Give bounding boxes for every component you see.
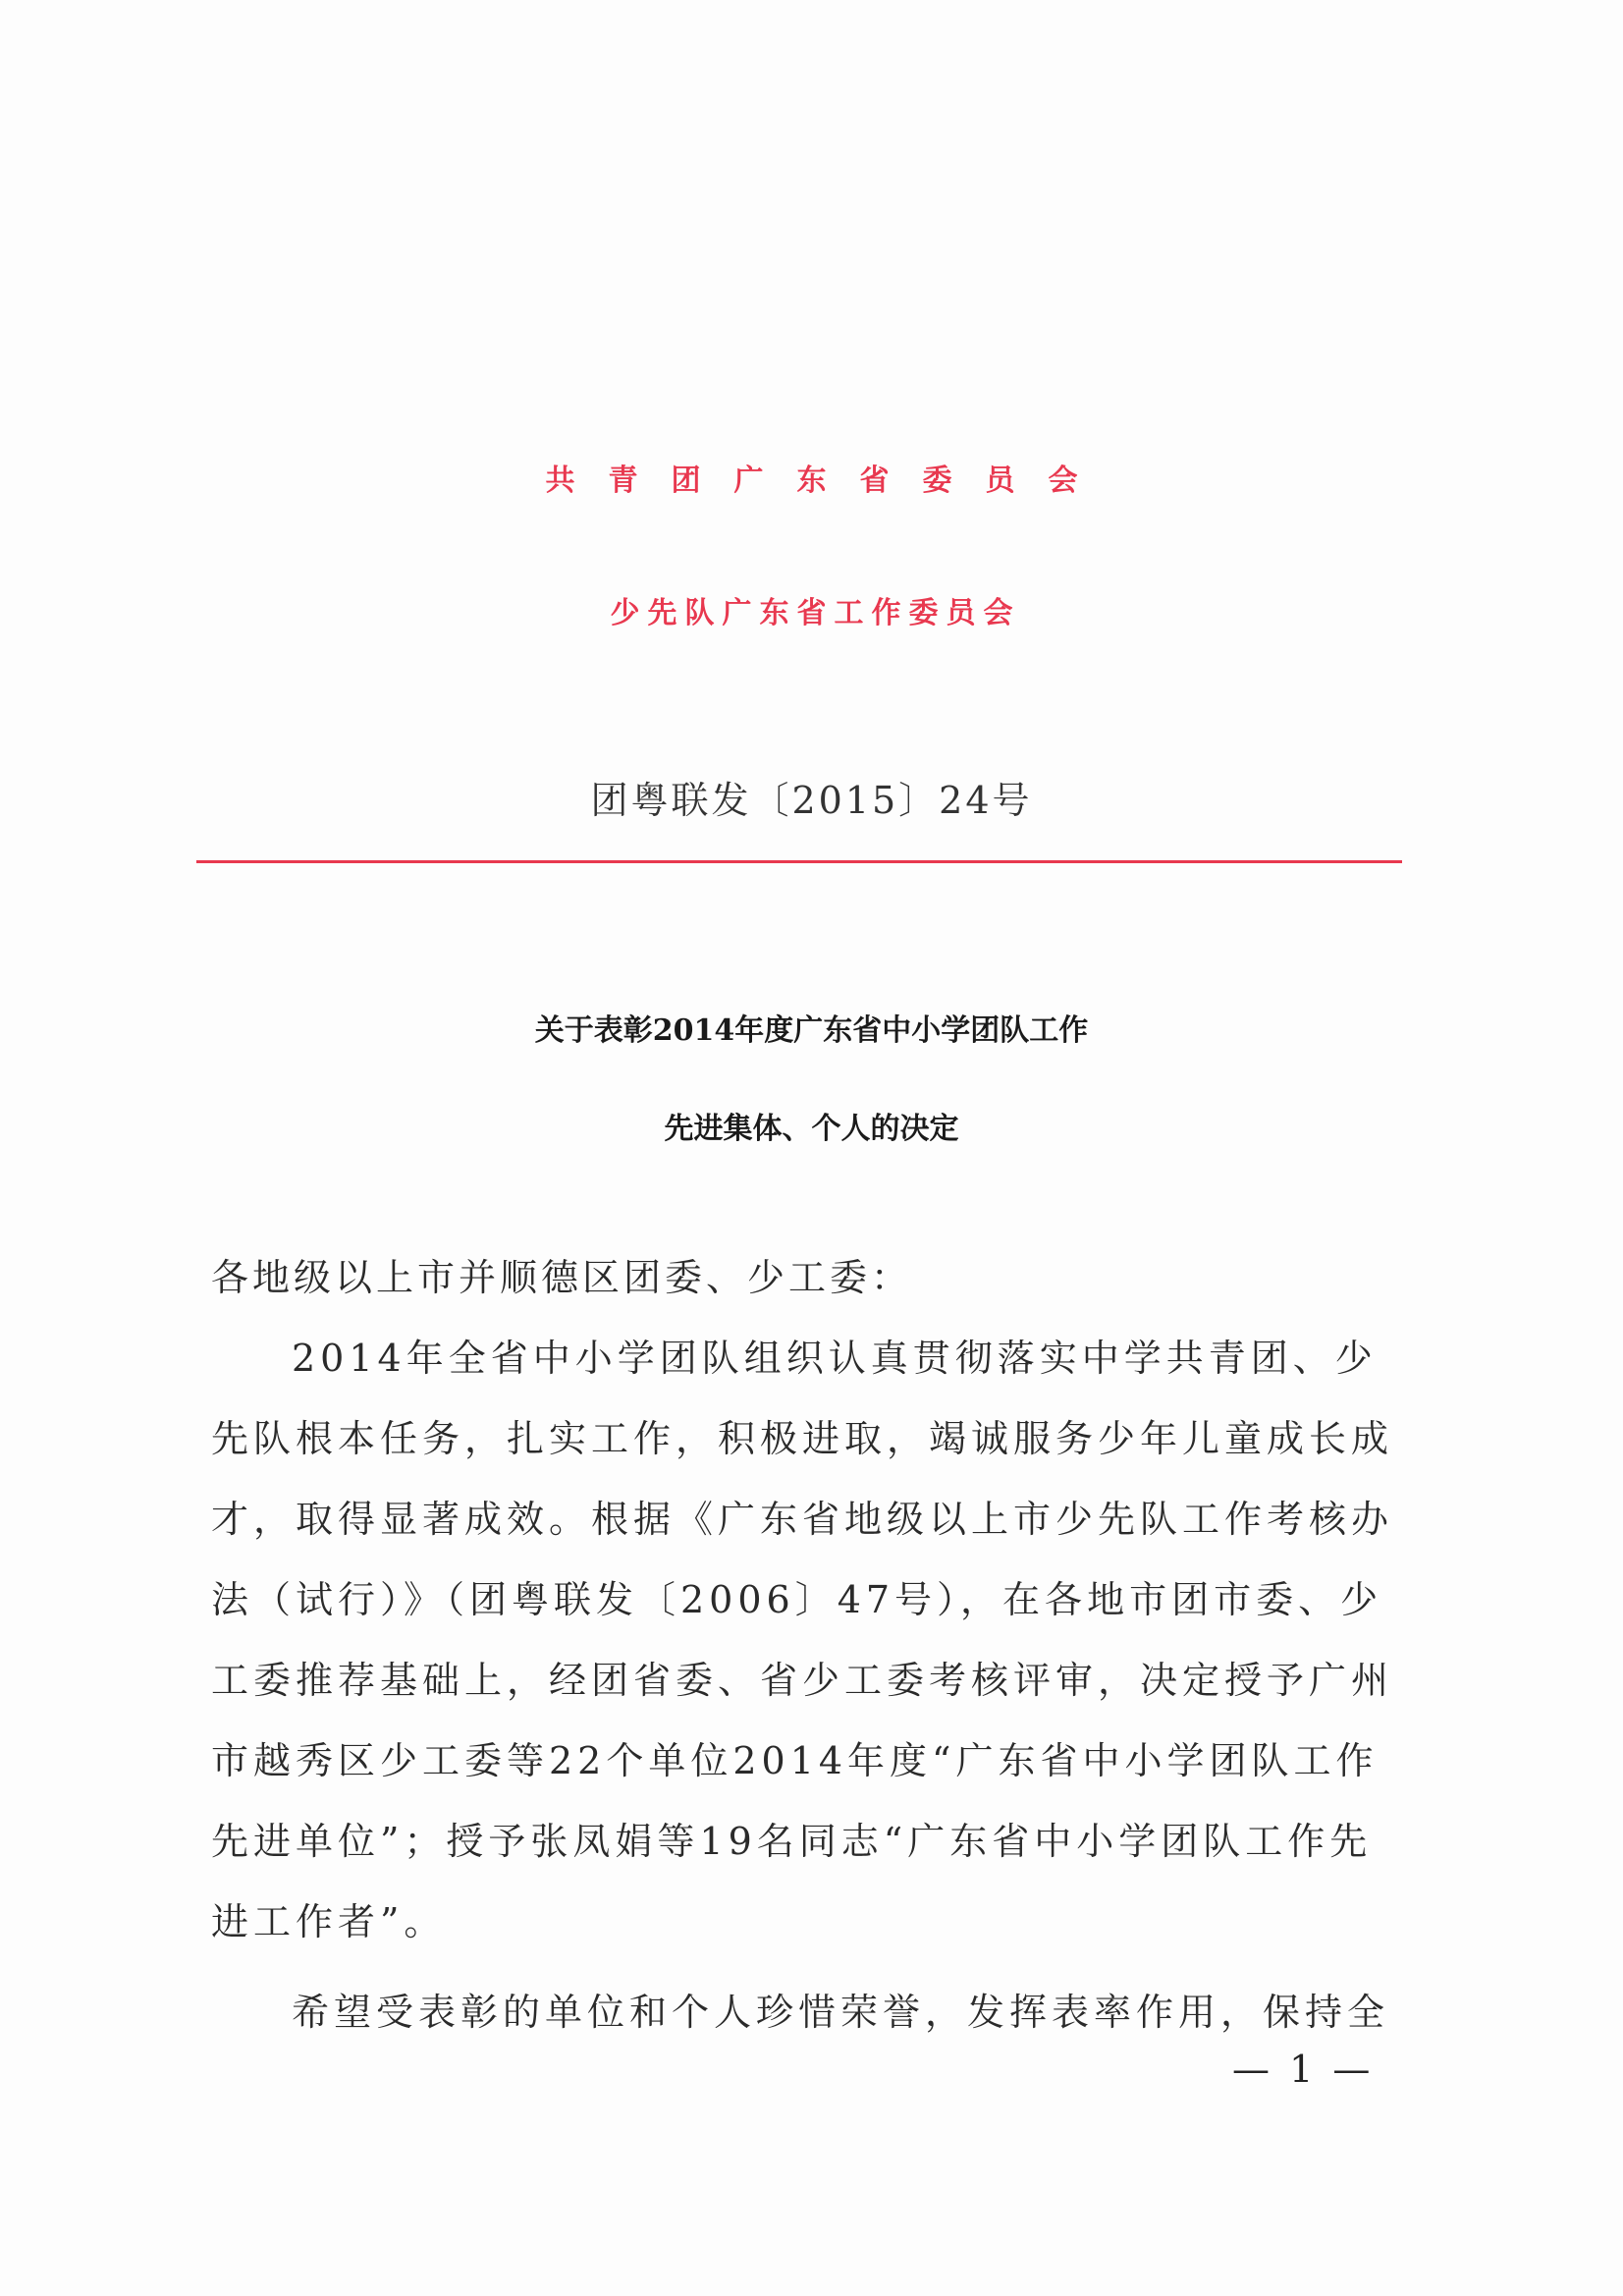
body-line: 2014年全省中小学团队组织认真贯彻落实中学共青团、少 (292, 1337, 1378, 1380)
red-separator-line (196, 860, 1402, 863)
document-number: 团粤联发〔2015〕24号 (590, 779, 1033, 822)
salutation: 各地级以上市并顺德区团委、少工委： (211, 1256, 913, 1299)
document-body (211, 1247, 1404, 2033)
page-number: — 1 — (1232, 2048, 1375, 2091)
document-title-line-1: 关于表彰2014年度广东省中小学团队工作 (534, 1013, 1089, 1048)
body-line: 工委推荐基础上，经团省委、省少工委考核评审，决定授予广州 (211, 1659, 1394, 1702)
body-line: 希望受表彰的单位和个人珍惜荣誉，发挥表率作用，保持全 (292, 1991, 1390, 2034)
body-line: 先进单位”；授予张凤娟等19名同志“广东省中小学团队工作先 (211, 1820, 1373, 1863)
body-line: 才，取得显著成效。根据《广东省地级以上市少先队工作考核办 (211, 1498, 1394, 1541)
issuer-name-line-2: 少先队广东省工作委员会 (610, 596, 1021, 630)
body-line: 先队根本任务，扎实工作，积极进取，竭诚服务少年儿童成长成 (211, 1417, 1394, 1460)
issuer-name-line-1: 共青团广东省委员会 (545, 464, 1111, 498)
body-line: 市越秀区少工委等22个单位2014年度“广东省中小学团队工作 (211, 1739, 1379, 1782)
document-title-line-2: 先进集体、个人的决定 (664, 1112, 959, 1146)
body-line: 进工作者”。 (211, 1900, 447, 1943)
body-line: 法（试行）》（团粤联发〔2006〕47号），在各地市团市委、少 (211, 1578, 1383, 1621)
